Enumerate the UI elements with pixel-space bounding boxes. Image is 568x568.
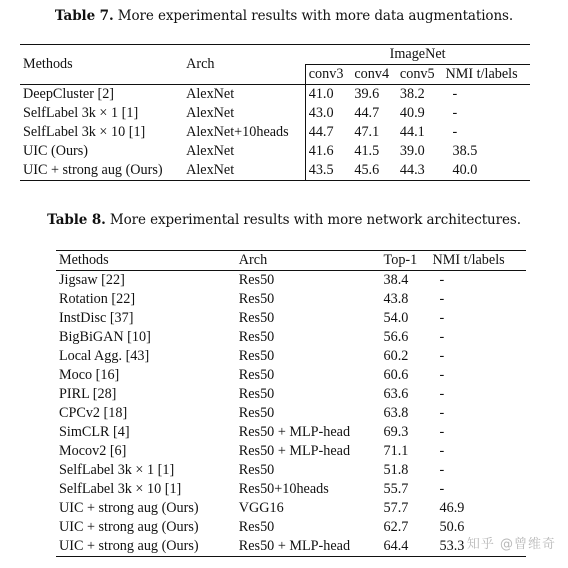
table8-cell-nmi8: 53.3 bbox=[439, 538, 465, 554]
table7-cell-conv5: 39.0 bbox=[399, 143, 425, 159]
table8-cell-nmi8: - bbox=[439, 291, 445, 307]
table8-cell-nmi8: - bbox=[439, 310, 445, 326]
table8-cell-top1: 54.0 bbox=[383, 310, 409, 326]
table8-row bbox=[56, 461, 526, 480]
table7-cell-conv5: 44.1 bbox=[399, 124, 425, 140]
table8-header-top1: Top-1 bbox=[383, 252, 418, 268]
table7-cell-arch: AlexNet bbox=[186, 86, 235, 102]
table8-row bbox=[56, 328, 526, 347]
table7-cell-conv3: 44.7 bbox=[305, 123, 351, 142]
table8-row bbox=[56, 366, 526, 385]
table8-cell-top1: 60.2 bbox=[383, 348, 409, 364]
table8-cell-arch: Res50 bbox=[238, 329, 275, 345]
table8-cell-method: Jigsaw [22] bbox=[59, 272, 125, 288]
table7-cell-conv3: 41.0 bbox=[305, 85, 351, 105]
table8-caption-text: More experimental results with more network architectures. bbox=[105, 212, 521, 228]
table8-cell-nmi8: - bbox=[439, 329, 445, 345]
table7-cell-conv3: 43.5 bbox=[305, 161, 351, 181]
table8-row bbox=[56, 537, 526, 557]
table8-cell-method: Moco [16] bbox=[59, 367, 120, 383]
table7-row bbox=[20, 161, 530, 181]
table8-cell-arch: Res50 + MLP-head bbox=[238, 424, 351, 440]
watermark: 知乎 @曾维奇 bbox=[466, 537, 556, 552]
table7 bbox=[20, 44, 530, 181]
table8-cell-arch: Res50 bbox=[238, 310, 275, 326]
table8-cell-top1: 63.6 bbox=[383, 386, 409, 402]
table7-cell-method: UIC + strong aug (Ours) bbox=[23, 162, 163, 178]
table7-cell-conv4: 47.1 bbox=[354, 124, 380, 140]
table8-cell-nmi8: - bbox=[439, 348, 445, 364]
table8-cell-top1: 64.4 bbox=[383, 538, 409, 554]
table8-row bbox=[56, 347, 526, 366]
table8-cell-arch: Res50 bbox=[238, 367, 275, 383]
table8-cell-method: SelfLabel 3k × 10 [1] bbox=[59, 481, 182, 497]
table8-cell-arch: Res50+10heads bbox=[238, 481, 329, 497]
table7-caption-label: Table 7. bbox=[54, 8, 114, 24]
table8-row bbox=[56, 423, 526, 442]
table8-cell-arch: Res50 + MLP-head bbox=[238, 443, 351, 459]
table7-cell-conv5: 38.2 bbox=[399, 86, 425, 102]
table8-cell-top1: 63.8 bbox=[383, 405, 409, 421]
table8-cell-method: PIRL [28] bbox=[59, 386, 117, 402]
table8-row bbox=[56, 404, 526, 423]
table8-cell-arch: Res50 + MLP-head bbox=[238, 538, 351, 554]
table7-cell-method: UIC (Ours) bbox=[23, 143, 89, 159]
table7-header-conv5: conv5 bbox=[399, 66, 435, 82]
table8-cell-method: SelfLabel 3k × 1 [1] bbox=[59, 462, 175, 478]
table8-cell-arch: Res50 bbox=[238, 405, 275, 421]
table7-cell-nmi: - bbox=[452, 124, 458, 140]
table8-row bbox=[56, 385, 526, 404]
table8-cell-nmi8: - bbox=[439, 386, 445, 402]
table7-cell-conv4: 39.6 bbox=[354, 86, 380, 102]
table7-cell-nmi: 40.0 bbox=[452, 162, 478, 178]
table8-cell-top1: 62.7 bbox=[383, 519, 409, 535]
table7-cell-nmi: - bbox=[452, 86, 458, 102]
table8-cell-top1: 56.6 bbox=[383, 329, 409, 345]
table7-cell-conv5: 44.3 bbox=[399, 162, 425, 178]
table7-cell-nmi: 38.5 bbox=[452, 143, 478, 159]
table8-cell-method: InstDisc [37] bbox=[59, 310, 134, 326]
table7-header-conv3: conv3 bbox=[305, 65, 351, 85]
table8-cell-arch: Res50 bbox=[238, 386, 275, 402]
table8-cell-arch: Res50 bbox=[238, 272, 275, 288]
table7-header-group: ImageNet bbox=[305, 45, 530, 65]
table8-row bbox=[56, 271, 526, 291]
table8-row bbox=[56, 518, 526, 537]
table8-cell-top1: 60.6 bbox=[383, 367, 409, 383]
table7-cell-method: SelfLabel 3k × 10 [1] bbox=[23, 124, 146, 140]
table7-cell-arch: AlexNet bbox=[186, 143, 235, 159]
table8-caption-label: Table 8. bbox=[47, 212, 106, 228]
table8-cell-arch: VGG16 bbox=[238, 500, 284, 516]
table8-header-methods: Methods bbox=[59, 252, 109, 268]
table7-cell-conv3: 41.6 bbox=[305, 142, 351, 161]
table8-cell-top1: 69.3 bbox=[383, 424, 409, 440]
table8-cell-method: UIC + strong aug (Ours) bbox=[59, 538, 199, 554]
table8-cell-method: Mocov2 [6] bbox=[59, 443, 127, 459]
table7-row bbox=[20, 123, 530, 142]
table7-cell-arch: AlexNet bbox=[186, 162, 235, 178]
table8-header-arch: Arch bbox=[238, 252, 268, 268]
table8-cell-nmi8: - bbox=[439, 481, 445, 497]
table7-cell-arch: AlexNet+10heads bbox=[186, 124, 289, 140]
table7-header-arch: Arch bbox=[186, 56, 215, 72]
table7-cell-nmi: - bbox=[452, 105, 458, 121]
table8 bbox=[56, 250, 526, 557]
table8-cell-arch: Res50 bbox=[238, 519, 275, 535]
table7-cell-conv5: 40.9 bbox=[399, 105, 425, 121]
table7-cell-method: DeepCluster [2] bbox=[23, 86, 115, 102]
table8-cell-top1: 71.1 bbox=[383, 443, 409, 459]
table8-cell-top1: 51.8 bbox=[383, 462, 409, 478]
table8-cell-nmi8: - bbox=[439, 367, 445, 383]
table8-cell-nmi8: - bbox=[439, 272, 445, 288]
table7-cell-conv4: 44.7 bbox=[354, 105, 380, 121]
table8-cell-method: UIC + strong aug (Ours) bbox=[59, 500, 199, 516]
table7-header-conv4: conv4 bbox=[354, 66, 390, 82]
table7-cell-conv3: 43.0 bbox=[305, 104, 351, 123]
table8-row bbox=[56, 499, 526, 518]
table8-cell-method: CPCv2 [18] bbox=[59, 405, 128, 421]
table7-row bbox=[20, 104, 530, 123]
table8-cell-arch: Res50 bbox=[238, 348, 275, 364]
table8-cell-nmi8: - bbox=[439, 424, 445, 440]
table8-cell-method: BigBiGAN [10] bbox=[59, 329, 151, 345]
table8-row bbox=[56, 290, 526, 309]
table8-cell-method: Rotation [22] bbox=[59, 291, 136, 307]
table7-cell-conv4: 41.5 bbox=[354, 143, 380, 159]
table8-cell-method: SimCLR [4] bbox=[59, 424, 130, 440]
table7-cell-conv4: 45.6 bbox=[354, 162, 380, 178]
table8-row bbox=[56, 480, 526, 499]
table8-caption bbox=[0, 212, 568, 228]
table8-cell-nmi8: - bbox=[439, 462, 445, 478]
table8-cell-nmi8: 50.6 bbox=[439, 519, 465, 535]
table8-cell-arch: Res50 bbox=[238, 462, 275, 478]
table7-header-nmi: NMI t/labels bbox=[445, 66, 518, 82]
table7-caption bbox=[0, 8, 568, 24]
table8-cell-top1: 38.4 bbox=[383, 272, 409, 288]
table8-cell-top1: 43.8 bbox=[383, 291, 409, 307]
table7-row bbox=[20, 85, 530, 105]
table7-caption-text: More experimental results with more data augmentations. bbox=[113, 8, 514, 24]
table8-header-nmi: NMI t/labels bbox=[432, 252, 505, 268]
table7-cell-method: SelfLabel 3k × 1 [1] bbox=[23, 105, 139, 121]
table8-cell-top1: 57.7 bbox=[383, 500, 409, 516]
table7-cell-arch: AlexNet bbox=[186, 105, 235, 121]
table8-cell-nmi8: - bbox=[439, 405, 445, 421]
table8-cell-nmi8: - bbox=[439, 443, 445, 459]
table8-row bbox=[56, 309, 526, 328]
table8-cell-method: Local Agg. [43] bbox=[59, 348, 150, 364]
table7-header-methods: Methods bbox=[23, 56, 73, 72]
table8-cell-method: UIC + strong aug (Ours) bbox=[59, 519, 199, 535]
table8-cell-arch: Res50 bbox=[238, 291, 275, 307]
table8-cell-top1: 55.7 bbox=[383, 481, 409, 497]
table8-row bbox=[56, 442, 526, 461]
table7-row bbox=[20, 142, 530, 161]
table8-cell-nmi8: 46.9 bbox=[439, 500, 465, 516]
